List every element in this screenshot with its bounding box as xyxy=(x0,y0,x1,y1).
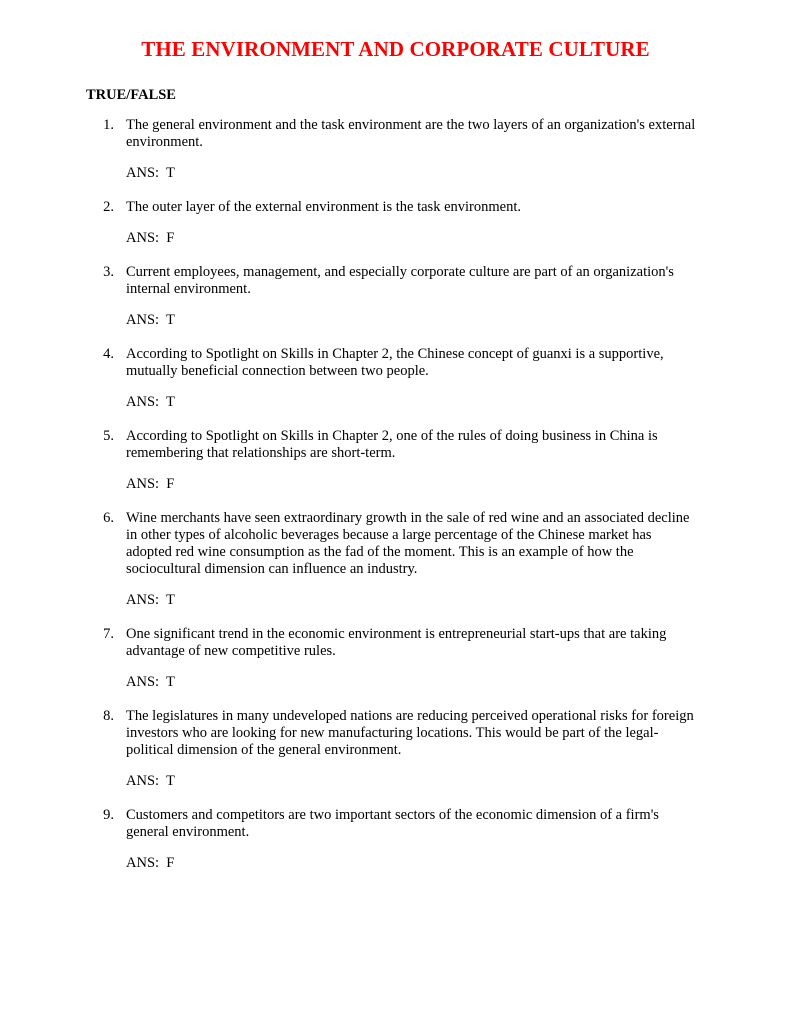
question-text: One significant trend in the economic environment is entrepreneurial start-ups that are taking advantage of new competitive rules. xyxy=(126,626,667,659)
section-heading: TRUE/FALSE xyxy=(86,87,176,103)
question-text: The legislatures in many undeveloped nations are reducing perceived operational risks for foreign investors who are looking for new manufacturing locations. This would be part of the legal-political dimension of the general environment. xyxy=(126,708,694,758)
page-title: THE ENVIRONMENT AND CORPORATE CULTURE xyxy=(141,37,650,61)
question-number: 3. xyxy=(103,264,114,280)
question-number: 4. xyxy=(103,346,114,362)
question-text: Current employees, management, and especially corporate culture are part of an organization's internal environment. xyxy=(126,264,674,297)
question-answer: ANS: T xyxy=(126,674,175,690)
question-item xyxy=(0,626,791,708)
question-number: 7. xyxy=(103,626,114,642)
question-answer: ANS: T xyxy=(126,312,175,328)
question-text: The general environment and the task environment are the two layers of an organization's external environment. xyxy=(126,117,696,150)
question-answer: ANS: F xyxy=(126,476,175,492)
question-number: 8. xyxy=(103,708,114,724)
question-number: 5. xyxy=(103,428,114,444)
question-item xyxy=(0,117,791,199)
question-answer: ANS: F xyxy=(126,230,175,246)
question-number: 9. xyxy=(103,807,114,823)
question-text: According to Spotlight on Skills in Chapter 2, one of the rules of doing business in China is remembering that relationships are short-term. xyxy=(126,428,658,461)
question-answer: ANS: T xyxy=(126,592,175,608)
question-item xyxy=(0,510,791,626)
question-item xyxy=(0,708,791,807)
question-text: According to Spotlight on Skills in Chapter 2, the Chinese concept of guanxi is a supportive, mutually beneficial connection between two people. xyxy=(126,346,664,379)
question-number: 2. xyxy=(103,199,114,215)
question-text: Customers and competitors are two important sectors of the economic dimension of a firm's general environment. xyxy=(126,807,659,840)
question-number: 6. xyxy=(103,510,114,526)
question-text: The outer layer of the external environment is the task environment. xyxy=(126,199,521,215)
question-list xyxy=(0,117,791,889)
question-answer: ANS: T xyxy=(126,773,175,789)
question-item xyxy=(0,199,791,264)
question-item xyxy=(0,428,791,510)
question-item xyxy=(0,346,791,428)
question-text: Wine merchants have seen extraordinary growth in the sale of red wine and an associated decline in other types of alcoholic beverages because a large percentage of the Chinese market has adopted red wine consumption as the fad of the moment. This is an example of how the sociocultural dimension can influence an industry. xyxy=(126,510,690,577)
question-item xyxy=(0,264,791,346)
question-item xyxy=(0,807,791,889)
question-answer: ANS: T xyxy=(126,394,175,410)
question-number: 1. xyxy=(103,117,114,133)
question-answer: ANS: F xyxy=(126,855,175,871)
question-answer: ANS: T xyxy=(126,165,175,181)
